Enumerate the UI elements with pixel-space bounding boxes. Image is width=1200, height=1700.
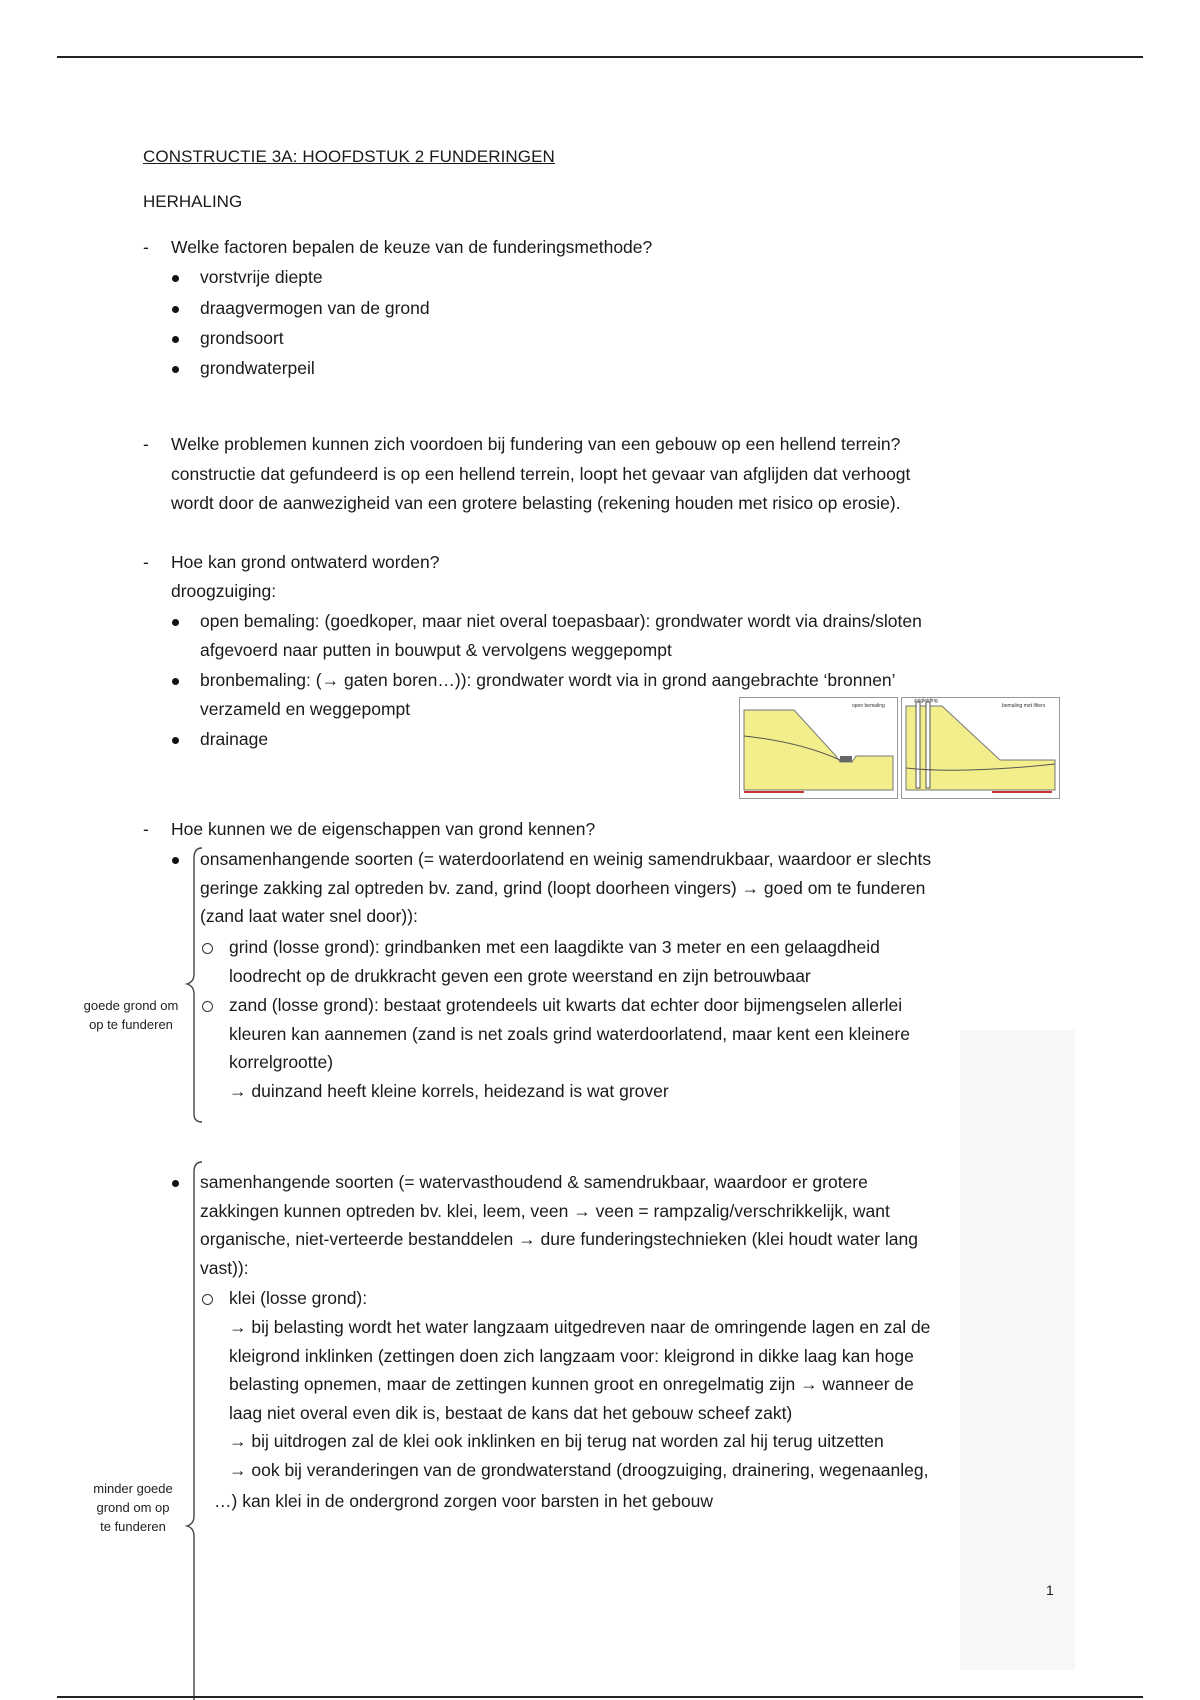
- question-3-text: Hoe kan grond ontwaterd worden?: [171, 552, 440, 572]
- side-note-good-ground: goede grond om op te funderen: [83, 998, 179, 1032]
- document-title: CONSTRUCTIE 3A: HOOFDSTUK 2 FUNDERINGEN: [143, 147, 555, 166]
- section-heading: HERHALING: [143, 192, 243, 211]
- question-1-text: Welke factoren bepalen de keuze van de funderingsmethode?: [171, 237, 653, 257]
- side-note-less-good-ground: minder goede grond om op te funderen: [93, 1481, 173, 1534]
- question-2-text: Welke problemen kunnen zich voordoen bij fundering van een gebouw op een hellend terrein?: [171, 434, 901, 454]
- bronbemaling-figure: [901, 697, 1060, 799]
- sub-list-item: zand (losse grond): bestaat grotendeels uit kwarts dat echter door bijmengselen allerlei kleuren kan aannemen (zand is net zoals grind waterdoorlatend, maar kent een kleinere korrelgrootte): [200, 991, 1058, 1077]
- list-item: open bemaling: (goedkoper, maar niet overal toepasbaar): grondwater wordt via drains/sloten afgevoerd naar putten in bouwput & vervolgens weggepompt: [172, 607, 1058, 665]
- answer-line: wordt door de aanwezigheid van een grotere belasting (rekening houden met risico op erosie).: [171, 493, 901, 513]
- sub-list-detail: → bij belasting wordt het water langzaam uitgedreven naar de omringende lagen en zal de kleigrond inklinken (zettingen doen zich langzaam voor: kleigrond in dikke laag kan hoge belasting opnemen, maar de zettingen kunnen groot en onregelmatig zijn → wanneer de laag niet overal even dik is, bestaat de kans dat het gebouw scheef zakt) → bij uitdrogen zal de klei ook inklinken en bij terug nat worden zal hij terug uitzetten → ook bij veranderingen van de grondwaterstand (droogzuiging, drainering, wegenaanleg,: [229, 1317, 931, 1480]
- sub-list-item: grind (losse grond): grindbanken met een laagdikte van 3 meter en een gelaagdheid loodrecht op de drukkracht geven een grote weerstand en zijn betrouwbaar: [200, 933, 1058, 990]
- open-bemaling-figure: [739, 697, 898, 799]
- bronbemaling-diagram: [902, 698, 1059, 798]
- open-bemaling-diagram: [740, 698, 897, 798]
- question-4-text: Hoe kunnen we de eigenschappen van grond kennen?: [171, 819, 596, 839]
- list-item: samenhangende soorten (= watervasthoudend & samendrukbaar, waardoor er grotere zakkingen kunnen optreden bv. klei, leem, veen → veen = rampzalig/verschrikkelijk, want organische, niet-verteerde bestanddelen → dure funderingstechnieken (klei houdt water lang vast)):: [172, 1168, 1058, 1286]
- sub-list-item: klei (losse grond):: [200, 1284, 1058, 1313]
- note-arrow-line: → duinzand heeft kleine korrels, heidezand is wat grover: [229, 1081, 669, 1101]
- page-number: 1: [1046, 1582, 1054, 1598]
- list-item: bronbemaling: (→ gaten boren…)): grondwater wordt via in grond aangebrachte ‘bronnen’ verzameld en weggepompt: [172, 666, 1058, 724]
- answer-line: constructie dat gefundeerd is op een hellend terrein, loopt het gevaar van afglijden dat verhoogt: [171, 464, 911, 484]
- figure-label: open bemaling: [852, 703, 885, 709]
- header-rule: [57, 56, 1143, 58]
- sub-list-detail-end: …) kan klei in de ondergrond zorgen voor barsten in het gebouw: [214, 1491, 714, 1511]
- footer-rule: [57, 1696, 1143, 1698]
- list-item: onsamenhangende soorten (= waterdoorlatend en weinig samendrukbaar, waardoor er slechts geringe zakking zal optreden bv. zand, grind (loopt doorheen vingers) → goed om te funderen (zand laat water snel door)):: [172, 845, 1058, 935]
- answer-intro: droogzuiging:: [171, 581, 277, 601]
- figure-label: zuigleiding: [914, 698, 938, 704]
- figure-label: bemaling met filters: [1002, 703, 1046, 709]
